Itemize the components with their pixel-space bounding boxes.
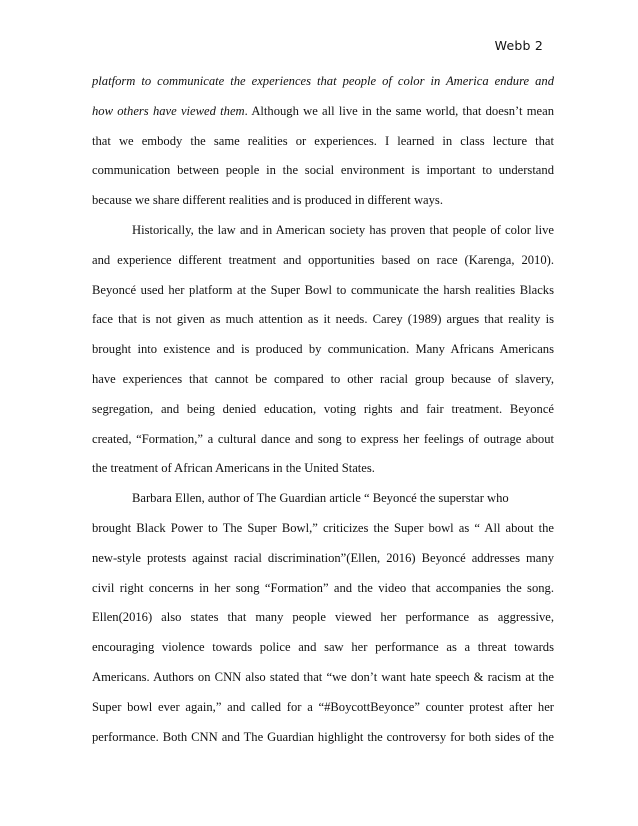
text-line: Americans. Authors on CNN also stated that “we don’t want hate speech & racism at the bbox=[92, 669, 554, 684]
text-line: Super bowl ever again,” and called for a “#BoycottBeyonce” counter protest after her bbox=[92, 699, 554, 714]
paragraph-first-line: Barbara Ellen, author of The Guardian article “ Beyoncé the superstar who bbox=[132, 491, 509, 506]
italic-phrase: platform to communicate the experiences that people of color in America endure and bbox=[92, 74, 554, 88]
text-line: communication between people in the social environment is important to understand bbox=[92, 163, 554, 178]
text-line: created, “Formation,” a cultural dance and song to express her feelings of outrage about bbox=[92, 431, 554, 446]
text-line: civil right concerns in her song “Formation” and the video that accompanies the song. bbox=[92, 580, 554, 595]
text-line: and experience different treatment and opportunities based on race (Karenga, 2010). bbox=[92, 252, 554, 267]
page-header: Webb 2 bbox=[494, 38, 543, 53]
italic-phrase: how others have viewed them bbox=[92, 103, 245, 118]
body-text bbox=[92, 67, 554, 752]
text-line: Beyoncé used her platform at the Super Bowl to communicate the harsh realities Blacks bbox=[92, 282, 554, 297]
text-line: new-style protests against racial discrimination”(Ellen, 2016) Beyoncé addresses many bbox=[92, 550, 554, 565]
text-line bbox=[92, 67, 554, 97]
text-line: have experiences that cannot be compared to other racial group because of slavery, bbox=[92, 371, 554, 386]
text-line: performance. Both CNN and The Guardian highlight the controversy for both sides of the bbox=[92, 729, 554, 744]
text-line: because we share different realities and is produced in different ways. bbox=[92, 193, 443, 208]
text-line: segregation, and being denied education, voting rights and fair treatment. Beyoncé bbox=[92, 401, 554, 416]
text-line: the treatment of African Americans in the United States. bbox=[92, 461, 375, 476]
text-line: that we embody the same realities or experiences. I learned in class lecture that bbox=[92, 133, 554, 148]
text-line: face that is not given as much attention as it needs. Carey (1989) argues that reality is bbox=[92, 312, 554, 327]
paragraph-first-line: Historically, the law and in American society has proven that people of color live bbox=[132, 222, 554, 237]
text-line: brought into existence and is produced by communication. Many Africans Americans bbox=[92, 342, 554, 357]
text-line: encouraging violence towards police and saw her performance as a threat towards bbox=[92, 640, 554, 655]
text-line: brought Black Power to The Super Bowl,” criticizes the Super bowl as “ All about the bbox=[92, 520, 554, 535]
text-line: how others have viewed them. Although we all live in the same world, that doesn’t mean bbox=[92, 103, 554, 118]
text-line: Ellen(2016) also states that many people viewed her performance as aggressive, bbox=[92, 610, 554, 625]
